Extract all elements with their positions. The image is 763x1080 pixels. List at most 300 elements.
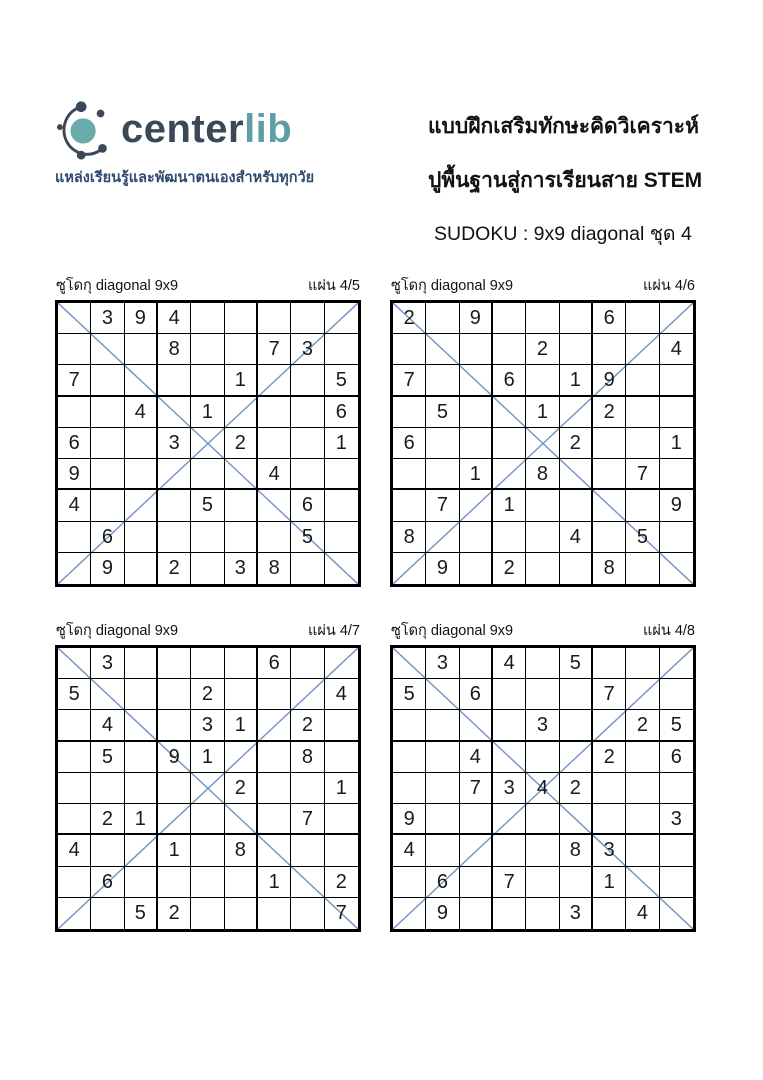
sudoku-cell — [393, 898, 426, 929]
sudoku-cell — [526, 835, 559, 866]
sudoku-cell — [460, 867, 493, 898]
sudoku-cell — [325, 648, 358, 679]
sudoku-cell — [191, 459, 224, 490]
sudoku-cell — [460, 898, 493, 929]
sudoku-cell: 9 — [426, 898, 459, 929]
sudoku-cell — [125, 334, 158, 365]
title-line-3: SUDOKU : 9x9 diagonal ชุด 4 — [434, 223, 692, 245]
sudoku-cell: 8 — [225, 835, 258, 866]
sudoku-cell: 1 — [526, 397, 559, 428]
sudoku-cell — [526, 365, 559, 396]
sudoku-cell — [460, 397, 493, 428]
sudoku-cell — [158, 679, 191, 710]
sudoku-cell — [560, 804, 593, 835]
sudoku-cell: 1 — [560, 365, 593, 396]
sudoku-cell — [158, 804, 191, 835]
sudoku-cell — [660, 303, 693, 334]
puzzle-label: ซูโดกุ diagonal 9x9 — [56, 278, 179, 294]
sudoku-cell — [91, 428, 124, 459]
sudoku-cell — [626, 428, 659, 459]
sudoku-cell: 2 — [560, 428, 593, 459]
sudoku-cell — [191, 334, 224, 365]
worksheet-title-block — [428, 110, 728, 249]
sudoku-cell — [660, 459, 693, 490]
sudoku-cell: 7 — [393, 365, 426, 396]
sudoku-cell: 6 — [426, 867, 459, 898]
sudoku-cell — [460, 334, 493, 365]
sudoku-cell: 3 — [526, 710, 559, 741]
sudoku-cell — [493, 710, 526, 741]
sudoku-cell: 9 — [125, 303, 158, 334]
sudoku-cell — [58, 648, 91, 679]
sudoku-cell — [560, 303, 593, 334]
sudoku-cell: 7 — [593, 679, 626, 710]
sudoku-cell — [225, 459, 258, 490]
sudoku-cell: 5 — [626, 522, 659, 553]
sudoku-cell — [560, 742, 593, 773]
sudoku-cell — [660, 835, 693, 866]
sudoku-cell — [58, 804, 91, 835]
sudoku-cell: 2 — [560, 773, 593, 804]
sudoku-cell — [393, 648, 426, 679]
sudoku-cell: 6 — [291, 490, 324, 521]
sudoku-cell — [91, 835, 124, 866]
sudoku-cell — [493, 428, 526, 459]
sudoku-cell — [426, 428, 459, 459]
sudoku-cell: 3 — [191, 710, 224, 741]
sudoku-cell: 1 — [225, 710, 258, 741]
sudoku-cell: 9 — [593, 365, 626, 396]
sudoku-cell — [125, 835, 158, 866]
sudoku-cell — [191, 835, 224, 866]
sudoku-cell — [225, 334, 258, 365]
sudoku-cell — [258, 679, 291, 710]
sudoku-cell — [325, 835, 358, 866]
sudoku-cell — [125, 553, 158, 584]
sudoku-cell: 4 — [526, 773, 559, 804]
sudoku-cell — [593, 773, 626, 804]
sudoku-cell — [560, 490, 593, 521]
sudoku-cell: 2 — [91, 804, 124, 835]
sudoku-cell — [91, 490, 124, 521]
sudoku-cell — [258, 742, 291, 773]
sudoku-cell — [225, 648, 258, 679]
sudoku-cell: 5 — [325, 365, 358, 396]
sudoku-cell: 7 — [493, 867, 526, 898]
sudoku-cell — [91, 679, 124, 710]
sudoku-cell: 2 — [325, 867, 358, 898]
sudoku-cell — [426, 303, 459, 334]
sudoku-cell — [560, 334, 593, 365]
sudoku-cell — [58, 303, 91, 334]
sudoku-cell: 3 — [291, 334, 324, 365]
sudoku-cell — [460, 835, 493, 866]
sudoku-cell — [393, 397, 426, 428]
sudoku-cell: 2 — [593, 397, 626, 428]
sudoku-cell — [660, 898, 693, 929]
sudoku-cell — [526, 303, 559, 334]
sudoku-cell: 9 — [58, 459, 91, 490]
sudoku-cell — [526, 522, 559, 553]
sudoku-cell — [593, 648, 626, 679]
sudoku-cell — [191, 365, 224, 396]
sudoku-cell: 2 — [191, 679, 224, 710]
sudoku-cell — [526, 804, 559, 835]
sudoku-cell — [325, 459, 358, 490]
sudoku-cell — [560, 710, 593, 741]
sudoku-cell — [426, 804, 459, 835]
sudoku-cell — [91, 459, 124, 490]
sudoku-cell — [91, 334, 124, 365]
sudoku-cell — [258, 835, 291, 866]
sudoku-grid — [55, 300, 361, 587]
sudoku-cell — [660, 773, 693, 804]
sudoku-cell: 3 — [426, 648, 459, 679]
sudoku-cell: 6 — [460, 679, 493, 710]
sudoku-cell: 6 — [393, 428, 426, 459]
sudoku-cell — [460, 522, 493, 553]
sudoku-cell — [325, 490, 358, 521]
centerlib-logo-icon — [55, 98, 117, 160]
sudoku-cell — [225, 679, 258, 710]
sudoku-cell: 4 — [158, 303, 191, 334]
sudoku-cell — [660, 522, 693, 553]
sudoku-cell: 4 — [258, 459, 291, 490]
sudoku-cell — [258, 804, 291, 835]
sudoku-cell — [426, 742, 459, 773]
sudoku-cell — [526, 553, 559, 584]
sudoku-cell: 4 — [91, 710, 124, 741]
sudoku-cell: 5 — [58, 679, 91, 710]
sudoku-cell: 7 — [335, 902, 347, 925]
sudoku-cell — [393, 773, 426, 804]
sudoku-cell — [493, 898, 526, 929]
sudoku-cell — [560, 459, 593, 490]
brand-text — [121, 109, 292, 149]
sudoku-cell: 1 — [660, 428, 693, 459]
sudoku-cell — [291, 679, 324, 710]
sudoku-cell: 3 — [91, 648, 124, 679]
sudoku-cell — [426, 334, 459, 365]
sudoku-cell — [58, 898, 91, 929]
sudoku-cell — [225, 303, 258, 334]
sudoku-cell — [125, 742, 158, 773]
sudoku-cell: 2 — [626, 710, 659, 741]
sudoku-cell — [626, 648, 659, 679]
sudoku-cell: 5 — [560, 648, 593, 679]
sudoku-cell — [125, 648, 158, 679]
sudoku-cell — [426, 835, 459, 866]
sudoku-cell: 4 — [460, 742, 493, 773]
sudoku-cell: 7 — [460, 773, 493, 804]
sudoku-cell — [125, 490, 158, 521]
sudoku-cell — [393, 742, 426, 773]
sudoku-cell: 5 — [125, 898, 158, 929]
sudoku-cell: 6 — [593, 303, 626, 334]
sudoku-cell — [626, 334, 659, 365]
sudoku-cell — [191, 428, 224, 459]
sudoku-cell: 2 — [526, 334, 559, 365]
sudoku-cell — [325, 303, 358, 334]
sudoku-cell — [225, 867, 258, 898]
sudoku-cell — [526, 648, 559, 679]
sudoku-cell: 4 — [560, 522, 593, 553]
sudoku-cell: 8 — [393, 522, 426, 553]
puzzle-section-3 — [55, 619, 361, 932]
sudoku-cell — [258, 898, 291, 929]
sudoku-cell: 6 — [258, 648, 291, 679]
sudoku-cell — [393, 553, 426, 584]
sudoku-cell — [225, 804, 258, 835]
sudoku-cell: 1 — [325, 773, 358, 804]
sudoku-cell: 7 — [258, 334, 291, 365]
sudoku-cell: 6 — [325, 397, 358, 428]
sudoku-cell — [493, 397, 526, 428]
sudoku-cell — [526, 679, 559, 710]
puzzle-label: ซูโดกุ diagonal 9x9 — [391, 623, 514, 639]
sudoku-cell: 3 — [560, 898, 593, 929]
sheet-label: แผ่น 4/6 — [643, 278, 695, 294]
sudoku-cell — [426, 679, 459, 710]
sudoku-cell — [291, 648, 324, 679]
sudoku-cell — [626, 835, 659, 866]
sudoku-cell: 2 — [158, 553, 191, 584]
sudoku-cell — [58, 334, 91, 365]
sudoku-cell: 6 — [660, 742, 693, 773]
sudoku-cell — [560, 867, 593, 898]
sudoku-cell — [191, 553, 224, 584]
sudoku-cell: 2 — [225, 428, 258, 459]
sudoku-cell — [325, 553, 358, 584]
sheet-label: แผ่น 4/5 — [308, 278, 360, 294]
sudoku-cell — [325, 742, 358, 773]
sudoku-cell — [493, 334, 526, 365]
sudoku-cell — [460, 428, 493, 459]
sudoku-cell — [626, 867, 659, 898]
sudoku-cell — [258, 710, 291, 741]
sudoku-cell: 3 — [593, 835, 626, 866]
sudoku-cell: 2 — [225, 773, 258, 804]
sudoku-cell — [258, 773, 291, 804]
sudoku-cell — [626, 553, 659, 584]
sudoku-cell: 2 — [291, 710, 324, 741]
sudoku-cell — [593, 522, 626, 553]
sudoku-cell: 3 — [660, 804, 693, 835]
sudoku-cell — [291, 303, 324, 334]
sudoku-cell — [626, 773, 659, 804]
sudoku-cell — [191, 522, 224, 553]
sudoku-cell: 1 — [258, 867, 291, 898]
sudoku-cell — [225, 898, 258, 929]
logo-block — [55, 98, 355, 189]
sudoku-cell — [125, 867, 158, 898]
sudoku-cell — [291, 835, 324, 866]
sudoku-cell: 9 — [426, 553, 459, 584]
brand-primary: center — [121, 107, 245, 151]
brand-secondary: lib — [244, 107, 293, 151]
sudoku-cell: 1 — [125, 804, 158, 835]
sudoku-cell — [660, 679, 693, 710]
sudoku-cell — [158, 773, 191, 804]
sudoku-cell: 8 — [526, 459, 559, 490]
sudoku-cell — [91, 773, 124, 804]
sudoku-grid — [55, 645, 361, 932]
sudoku-cell — [58, 553, 91, 584]
sudoku-cell — [493, 742, 526, 773]
sudoku-cell — [225, 490, 258, 521]
sudoku-cell — [560, 397, 593, 428]
sudoku-cell: 8 — [291, 742, 324, 773]
sudoku-cell — [660, 648, 693, 679]
sudoku-cell — [626, 679, 659, 710]
sudoku-cell — [258, 522, 291, 553]
sudoku-cell: 4 — [58, 490, 91, 521]
sudoku-cell — [291, 397, 324, 428]
sudoku-cell — [593, 710, 626, 741]
sudoku-cell: 1 — [325, 428, 358, 459]
sudoku-cell: 4 — [125, 397, 158, 428]
sudoku-cell — [626, 365, 659, 396]
sudoku-cell — [258, 365, 291, 396]
sudoku-cell: 1 — [460, 459, 493, 490]
sudoku-cell — [526, 867, 559, 898]
sudoku-cell: 4 — [626, 898, 659, 929]
sudoku-cell: 7 — [58, 365, 91, 396]
sudoku-cell: 5 — [660, 710, 693, 741]
sheet-label: แผ่น 4/8 — [643, 623, 695, 639]
sudoku-cell — [460, 365, 493, 396]
sudoku-cell — [291, 459, 324, 490]
sudoku-cell: 1 — [593, 867, 626, 898]
sudoku-cell — [393, 867, 426, 898]
sudoku-cell — [91, 365, 124, 396]
sudoku-cell — [593, 804, 626, 835]
sudoku-cell — [125, 773, 158, 804]
sudoku-cell — [258, 490, 291, 521]
sudoku-cell: 8 — [560, 835, 593, 866]
sudoku-cell: 9 — [393, 804, 426, 835]
sudoku-cell — [626, 490, 659, 521]
title-line-1: แบบฝึกเสริมทักษะคิดวิเคราะห์ — [428, 115, 699, 138]
sudoku-cell — [393, 490, 426, 521]
sudoku-cell — [191, 773, 224, 804]
sudoku-cell: 8 — [258, 553, 291, 584]
sudoku-cell — [191, 804, 224, 835]
sudoku-cell: 4 — [660, 334, 693, 365]
sudoku-cell: 9 — [660, 490, 693, 521]
sudoku-cell — [493, 804, 526, 835]
sudoku-grid — [390, 645, 696, 932]
sudoku-cell — [426, 522, 459, 553]
sudoku-cell — [58, 710, 91, 741]
sudoku-cell — [626, 303, 659, 334]
sudoku-cell — [526, 742, 559, 773]
sudoku-cell — [526, 428, 559, 459]
sudoku-cell — [660, 365, 693, 396]
puzzle-section-2 — [390, 274, 696, 587]
sudoku-cell: 7 — [626, 459, 659, 490]
sudoku-cell — [91, 397, 124, 428]
sudoku-cell: 2 — [158, 898, 191, 929]
puzzle-section-4 — [390, 619, 696, 932]
sudoku-cell: 7 — [426, 490, 459, 521]
sudoku-cell — [493, 679, 526, 710]
brand-tagline: แหล่งเรียนรู้และพัฒนาตนเองสำหรับทุกวัย — [55, 170, 315, 186]
sudoku-cell — [258, 397, 291, 428]
sudoku-cell — [291, 553, 324, 584]
sudoku-cell — [460, 710, 493, 741]
sudoku-cell — [593, 459, 626, 490]
sudoku-cell: 1 — [225, 365, 258, 396]
sudoku-cell — [58, 773, 91, 804]
sudoku-cell: 2 — [393, 303, 426, 334]
sudoku-cell — [58, 867, 91, 898]
sudoku-cell — [325, 522, 358, 553]
sudoku-cell — [426, 365, 459, 396]
sudoku-cell: 6 — [91, 867, 124, 898]
sudoku-cell — [291, 773, 324, 804]
sudoku-cell: 3 — [493, 773, 526, 804]
sudoku-cell: 2 — [593, 742, 626, 773]
sudoku-cell — [158, 867, 191, 898]
sudoku-grid — [390, 300, 696, 587]
sudoku-cell — [158, 397, 191, 428]
puzzle-label: ซูโดกุ diagonal 9x9 — [56, 623, 179, 639]
sudoku-cell: 8 — [158, 334, 191, 365]
sudoku-cell — [426, 773, 459, 804]
sudoku-cell — [393, 710, 426, 741]
sudoku-cell: 1 — [191, 397, 224, 428]
sudoku-cell — [626, 804, 659, 835]
sudoku-cell — [460, 648, 493, 679]
sudoku-cell — [158, 522, 191, 553]
sudoku-cell — [393, 334, 426, 365]
sudoku-cell — [593, 490, 626, 521]
sudoku-cell: 1 — [493, 490, 526, 521]
sudoku-cell — [325, 334, 358, 365]
sudoku-cell — [526, 898, 559, 929]
sudoku-cell — [291, 867, 324, 898]
sudoku-cell — [191, 898, 224, 929]
sudoku-cell — [460, 553, 493, 584]
sudoku-cell — [325, 710, 358, 741]
sudoku-cell — [58, 742, 91, 773]
sudoku-cell — [158, 710, 191, 741]
sheet-label: แผ่น 4/7 — [308, 623, 360, 639]
sudoku-cell — [626, 397, 659, 428]
sudoku-cell — [526, 490, 559, 521]
sudoku-cell: 5 — [91, 742, 124, 773]
sudoku-cell — [125, 522, 158, 553]
sudoku-cell — [125, 710, 158, 741]
sudoku-cell: 5 — [393, 679, 426, 710]
sudoku-cell — [191, 303, 224, 334]
puzzle-label: ซูโดกุ diagonal 9x9 — [391, 278, 514, 294]
sudoku-cell — [393, 459, 426, 490]
sudoku-cell: 6 — [91, 522, 124, 553]
sudoku-cell — [426, 459, 459, 490]
sudoku-cell — [158, 459, 191, 490]
sudoku-cell — [560, 679, 593, 710]
puzzle-section-1 — [55, 274, 361, 587]
sudoku-cell — [191, 648, 224, 679]
sudoku-cell — [158, 365, 191, 396]
sudoku-cell — [158, 648, 191, 679]
sudoku-cell: 2 — [493, 553, 526, 584]
sudoku-cell: 1 — [191, 742, 224, 773]
sudoku-cell — [125, 459, 158, 490]
sudoku-cell — [593, 428, 626, 459]
